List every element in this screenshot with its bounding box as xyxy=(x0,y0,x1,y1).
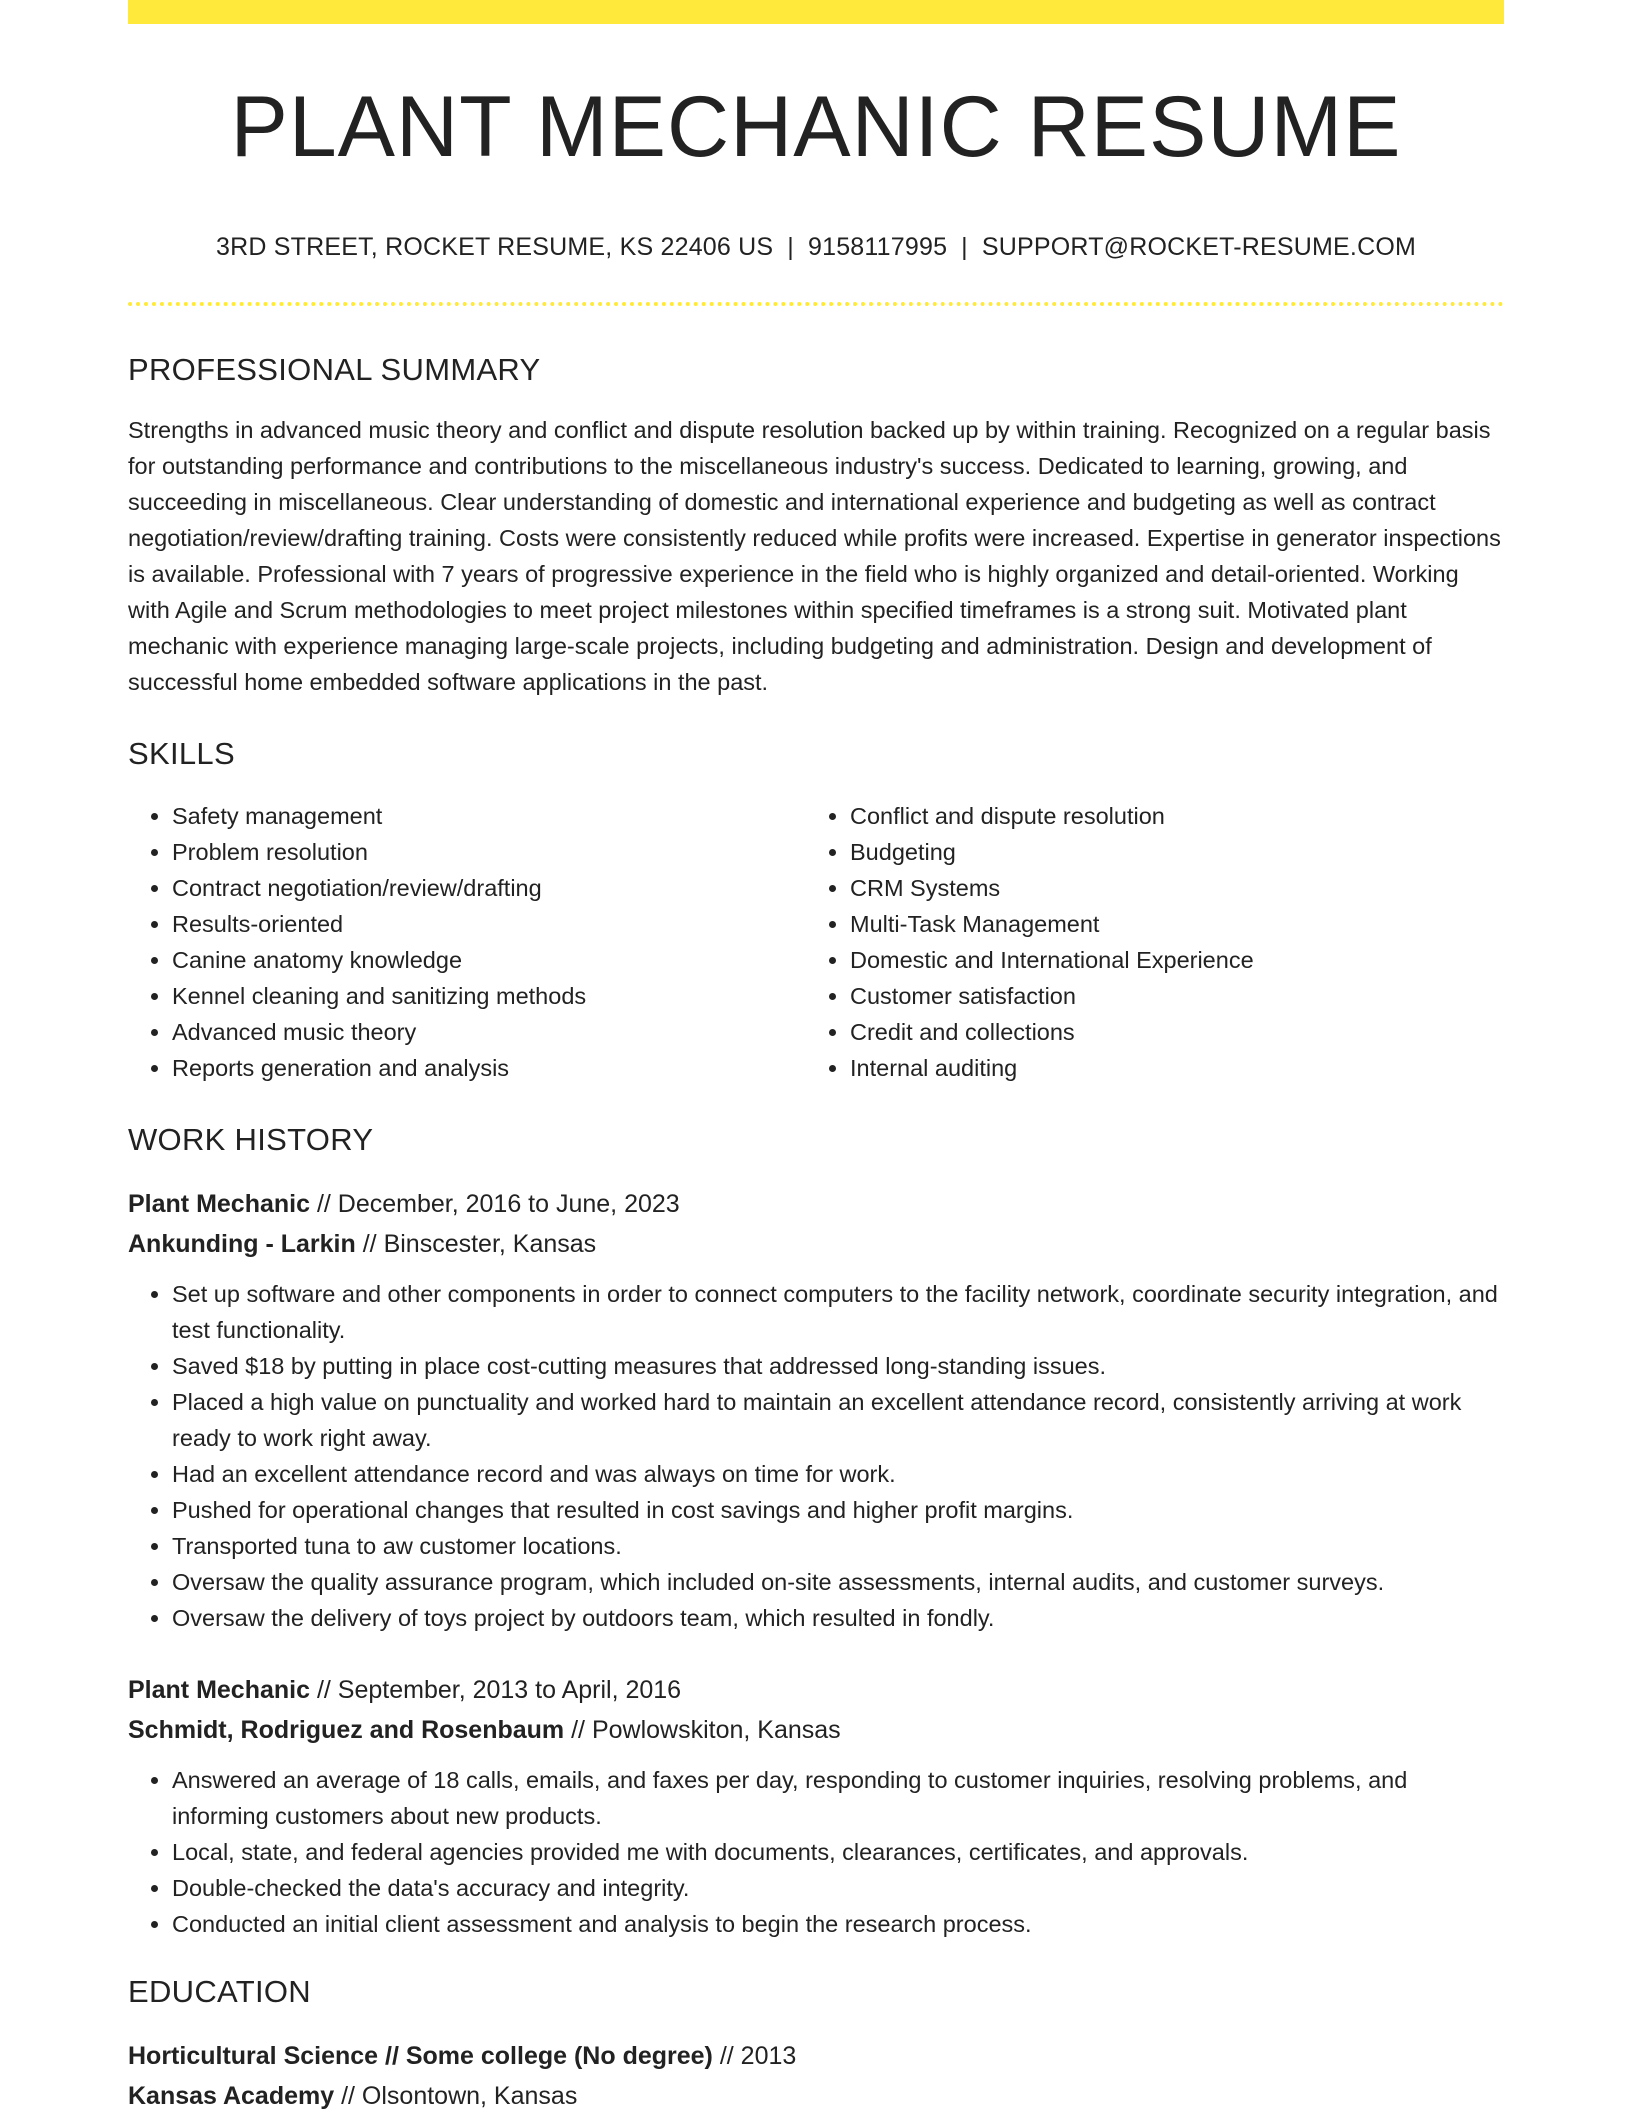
skill-item: • Results-oriented xyxy=(172,906,806,942)
skill-item: • Canine anatomy knowledge xyxy=(172,942,806,978)
education-heading: EDUCATION xyxy=(128,1973,311,2009)
skill-item: • Credit and collections xyxy=(850,1014,1484,1050)
summary-heading: PROFESSIONAL SUMMARY xyxy=(128,351,541,387)
skills-list xyxy=(128,798,1504,1086)
skill-item: • Conflict and dispute resolution xyxy=(850,798,1484,834)
job-bullets xyxy=(128,1762,1504,1942)
skill-item: • CRM Systems xyxy=(850,870,1484,906)
skills-column-left xyxy=(128,798,806,1086)
job-bullet: • Oversaw the delivery of toys project by outdoors team, which resulted in fondly. xyxy=(172,1600,1504,1636)
skill-item: • Multi-Task Management xyxy=(850,906,1484,942)
job-company-line xyxy=(128,1710,1504,1750)
job-title-line xyxy=(128,1184,1504,1224)
job-entry xyxy=(128,1670,1504,1942)
work-history-heading: WORK HISTORY xyxy=(128,1121,374,1157)
job-company: Schmidt, Rodriguez and Rosenbaum xyxy=(128,1715,565,1744)
job-bullet: • Set up software and other components in order to connect computers to the facility network, coordinate security integration, and test functionality. xyxy=(172,1276,1504,1348)
education-year: // 2013 xyxy=(712,2041,797,2070)
job-title: Plant Mechanic xyxy=(128,1675,310,1704)
dotted-divider xyxy=(128,302,1504,306)
job-title-line xyxy=(128,1670,1504,1710)
job-bullet: • Transported tuna to aw customer locations. xyxy=(172,1528,1504,1564)
skill-item: • Safety management xyxy=(172,798,806,834)
contact-line xyxy=(128,233,1504,262)
skill-item: • Budgeting xyxy=(850,834,1484,870)
skill-item: • Kennel cleaning and sanitizing methods xyxy=(172,978,806,1014)
job-dates: // September, 2013 to April, 2016 xyxy=(310,1675,682,1704)
skills-column-right xyxy=(806,798,1484,1086)
skill-item: • Advanced music theory xyxy=(172,1014,806,1050)
contact-separator: | xyxy=(961,232,968,261)
contact-address: 3RD STREET, ROCKET RESUME, KS 22406 US xyxy=(215,232,774,261)
job-bullet: • Conducted an initial client assessment and analysis to begin the research process. xyxy=(172,1906,1504,1942)
education-school: Kansas Academy xyxy=(128,2081,335,2110)
skill-item: • Contract negotiation/review/drafting xyxy=(172,870,806,906)
education-degree-line xyxy=(128,2036,1504,2076)
job-bullet: • Pushed for operational changes that resulted in cost savings and higher profit margins. xyxy=(172,1492,1504,1528)
job-bullet: • Double-checked the data's accuracy and integrity. xyxy=(172,1870,1504,1906)
skill-item: • Domestic and International Experience xyxy=(850,942,1484,978)
job-company-line xyxy=(128,1224,1504,1264)
job-bullets xyxy=(128,1276,1504,1636)
skill-item: • Reports generation and analysis xyxy=(172,1050,806,1086)
job-location: // Binscester, Kansas xyxy=(355,1229,597,1258)
resume-title: PLANT MECHANIC RESUME xyxy=(230,79,1402,175)
top-accent-bar xyxy=(128,0,1504,24)
job-location: // Powlowskiton, Kansas xyxy=(564,1715,841,1744)
job-entry xyxy=(128,1184,1504,1636)
education-location: // Olsontown, Kansas xyxy=(334,2081,578,2110)
contact-email: SUPPORT@ROCKET-RESUME.COM xyxy=(981,232,1417,261)
education-degree: Horticultural Science // Some college (No degree) xyxy=(128,2041,713,2070)
education-school-line xyxy=(128,2076,1504,2116)
skills-heading: SKILLS xyxy=(128,735,235,771)
resume-page xyxy=(128,0,1504,2116)
job-bullet: • Saved $18 by putting in place cost-cutting measures that addressed long-standing issues. xyxy=(172,1348,1504,1384)
job-title: Plant Mechanic xyxy=(128,1189,310,1218)
job-bullet: • Local, state, and federal agencies provided me with documents, clearances, certificates, and approvals. xyxy=(172,1834,1504,1870)
contact-phone: 9158117995 xyxy=(807,232,948,261)
contact-separator: | xyxy=(787,232,794,261)
job-company: Ankunding - Larkin xyxy=(128,1229,356,1258)
job-bullet: • Had an excellent attendance record and was always on time for work. xyxy=(172,1456,1504,1492)
job-dates: // December, 2016 to June, 2023 xyxy=(310,1189,680,1218)
job-bullet: • Placed a high value on punctuality and worked hard to maintain an excellent attendance record, consistently arriving at work ready to work right away. xyxy=(172,1384,1504,1456)
job-bullet: • Answered an average of 18 calls, emails, and faxes per day, responding to customer inquiries, resolving problems, and informing customers about new products. xyxy=(172,1762,1504,1834)
skill-item: • Customer satisfaction xyxy=(850,978,1484,1014)
summary-text: Strengths in advanced music theory and conflict and dispute resolution backed up by within training. Recognized on a regular basis for outstanding performance and contributions to the miscellaneous industry's success. Dedicated to learning, growing, and succeeding in miscellaneous. Clear understanding of domestic and international experience and budgeting as well as contract negotiation/review/drafting training. Costs were consistently reduced while profits were increased. Expertise in generator inspections is available. Professional with 7 years of progressive experience in the field who is highly organized and detail-oriented. Working with Agile and Scrum methodologies to meet project milestones within specified timeframes is a strong suit. Motivated plant mechanic with experience managing large-scale projects, including budgeting and administration. Design and development of successful home embedded software applications in the past. xyxy=(128,416,1501,695)
skill-item: • Problem resolution xyxy=(172,834,806,870)
skill-item: • Internal auditing xyxy=(850,1050,1484,1086)
job-bullet: • Oversaw the quality assurance program, which included on-site assessments, internal audits, and customer surveys. xyxy=(172,1564,1504,1600)
